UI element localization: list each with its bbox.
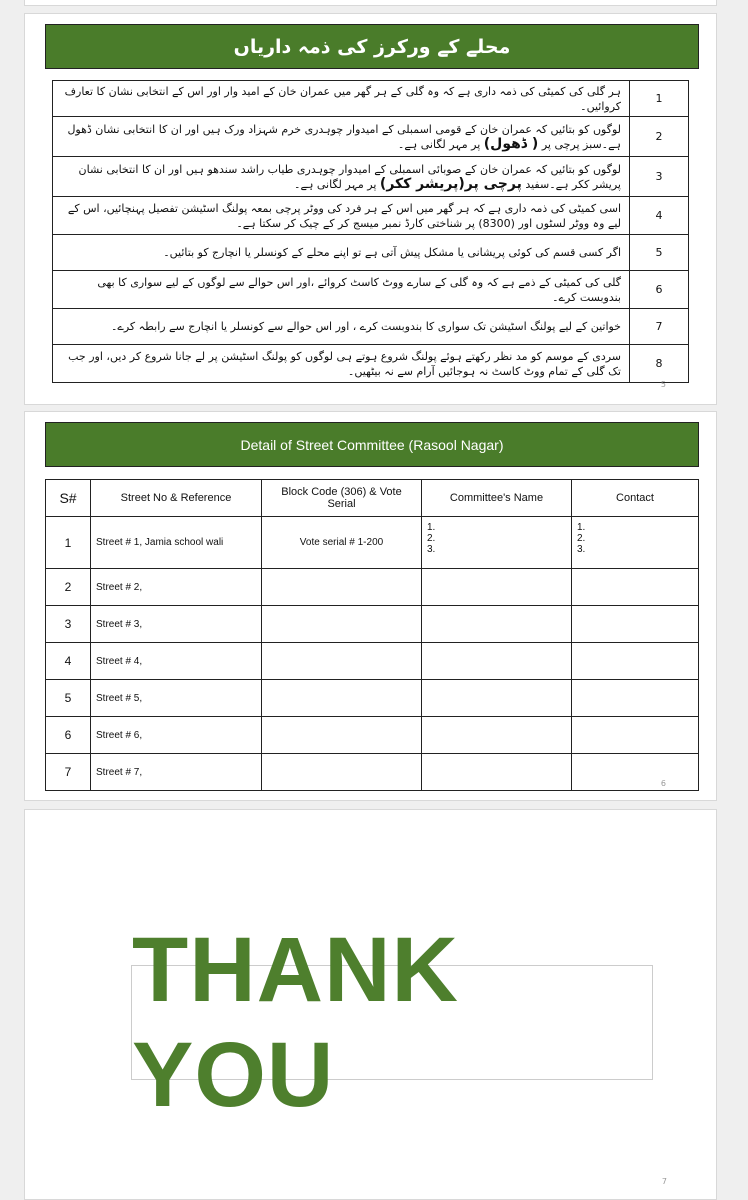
responsibility-row [53,81,689,117]
committee-cell [422,569,572,606]
street-cell: Street # 1, Jamia school wali [91,517,262,569]
street-cell: Street # 3, [91,606,262,643]
responsibility-text-content: گلی کی کمیٹی کے ذمے ہے کہ وہ گلی کے سارے ووٹ کاسٹ کروائے ،اور اس حوالے سے لوگوں کے لیے سواری کا بھی بندوبست کرے۔ [97,275,621,304]
row-number: 6 [46,717,91,754]
row-number: 5 [46,680,91,717]
responsibility-row [53,309,689,345]
responsibility-emphasis: پرچی پر(پریشر ککر) [379,175,522,192]
contact-cell [572,680,699,717]
table-row [46,606,699,643]
contact-list-item: 1. [577,522,586,533]
responsibility-number: 1 [630,81,689,117]
responsibility-row [53,157,689,197]
contact-list-item: 3. [577,544,586,555]
responsibility-text-after: پر مہر لگانی ہے۔ [294,177,377,191]
table-row [46,569,699,606]
row-number: 3 [46,606,91,643]
contact-cell [572,517,699,569]
responsibility-row [53,197,689,235]
row-number: 7 [46,754,91,791]
contact-cell [572,569,699,606]
committee-cell [422,717,572,754]
street-cell: Street # 7, [91,754,262,791]
street-cell: Street # 4, [91,643,262,680]
responsibility-row [53,271,689,309]
street-cell: Street # 2, [91,569,262,606]
responsibility-text-before: لوگوں کو بتائیں کہ عمران خان کے قومی اسمبلی کے امیدوار چوہدری خرم شہزاد ورک ہیں اور ان کا انتخابی نشان ڈھول ہے۔سبز پرچی پر [67,122,621,151]
responsibility-text-content: خواتین کے لیے پولنگ اسٹیشن تک سواری کا بندوبست کرے ، اور اس حوالے سے کونسلر یا انچارج سے رابطہ کرے۔ [110,320,621,333]
responsibility-text-content: سردی کے موسم کو مد نظر رکھتے ہوئے پولنگ شروع ہوتے ہی لوگوں کو پولنگ اسٹیشن پر لے جانا شروع کر دیں، اور جب تک گلی کے تمام ووٹ کاسٹ نہ ہوجائیں آرام سے نہ بیٹھیں۔ [68,349,621,378]
table-row [46,680,699,717]
street-committee-table [45,479,699,791]
contact-list [573,518,697,555]
page-7-number: 7 [661,1177,667,1186]
responsibility-text-content: اگر کسی قسم کی کوئی پریشانی یا مشکل پیش آتی ہے تو اپنے محلے کے کونسلر یا انچارج کو بتائیں۔ [163,246,621,259]
committee-list-item: 1. [427,522,436,533]
page-6-number: 6 [660,779,666,788]
block-cell [262,606,422,643]
page-5-title-banner [45,24,699,69]
thank-you-text: THANK YOU [132,918,459,1126]
committee-cell [422,606,572,643]
row-number: 1 [46,517,91,569]
responsibility-text [53,81,630,117]
responsibility-number: 8 [630,345,689,383]
committee-list-item: 3. [427,544,436,555]
street-cell: Street # 5, [91,680,262,717]
committee-cell [422,517,572,569]
responsibility-emphasis: ( ڈھول) [483,135,539,152]
responsibility-text-before: لوگوں کو بتائیں کہ عمران خان کے صوبائی اسمبلی کے امیدوار چوہدری طیاب راشد سندھو ہیں اور ان کا انتخابی نشان پریشر ککر ہے۔سفید [78,162,621,191]
page-6 [24,411,717,801]
col-header-sno: S# [46,480,91,517]
contact-cell [572,643,699,680]
responsibility-text-content: ہر گلی کی کمیٹی کی ذمہ داری ہے کہ وہ گلی کے ہر گھر میں عمران خان کے امید وار اور اس کے انتخابی نشان کا تعارف کروائیں۔ [64,84,621,113]
committee-cell [422,754,572,791]
col-header-block: Block Code (306) & Vote Serial [262,480,422,517]
responsibility-row [53,235,689,271]
block-cell [262,754,422,791]
responsibilities-table [52,80,689,383]
thank-you-box [131,918,653,1126]
responsibility-number: 3 [630,157,689,197]
committee-list [423,518,570,555]
responsibility-text [53,271,630,309]
responsibility-text-content: اسی کمیٹی کی ذمہ داری ہے کہ ہر گھر میں اس کے ہر فرد کی ووٹر پرچی بمعہ پولنگ اسٹیشن تفصیل پہنچائیں، اس کے لیے وہ ووٹر لسٹوں اور (8300) پر شناختی کارڈ نمبر میسج کر کے چیک کر سکتا ہے۔ [67,201,621,230]
contact-cell [572,606,699,643]
responsibility-text [53,345,630,383]
page-6-title: Detail of Street Committee (Rasool Nagar) [240,436,504,453]
page-6-title-banner [45,422,699,467]
responsibility-number: 4 [630,197,689,235]
responsibility-number: 6 [630,271,689,309]
committee-cell [422,643,572,680]
responsibility-text [53,197,630,235]
page-5 [24,13,717,405]
committee-list-item: 2. [427,533,436,544]
block-cell [262,680,422,717]
block-cell: Vote serial # 1-200 [262,517,422,569]
block-cell [262,643,422,680]
table-row [46,754,699,791]
row-number: 4 [46,643,91,680]
street-cell: Street # 6, [91,717,262,754]
responsibility-text [53,117,630,157]
responsibility-number: 5 [630,235,689,271]
table-row [46,717,699,754]
table-row [46,643,699,680]
row-number: 2 [46,569,91,606]
responsibility-text [53,157,630,197]
block-cell [262,569,422,606]
responsibility-number: 2 [630,117,689,157]
contact-cell [572,754,699,791]
committee-cell [422,680,572,717]
block-cell [262,717,422,754]
responsibility-text [53,235,630,271]
responsibility-text-after: پر مہر لگانی ہے۔ [397,137,481,151]
responsibility-row [53,117,689,157]
previous-page-edge [24,0,717,6]
table-row [46,517,699,569]
col-header-contact: Contact [572,480,699,517]
contact-list-item: 2. [577,533,586,544]
responsibility-row [53,345,689,383]
col-header-street: Street No & Reference [91,480,262,517]
responsibility-text [53,309,630,345]
page-5-number: 5 [660,380,666,389]
page-5-title: محلے کے ورکرز کی ذمہ داریاں [233,35,511,58]
responsibility-number: 7 [630,309,689,345]
contact-cell [572,717,699,754]
col-header-committee: Committee's Name [422,480,572,517]
